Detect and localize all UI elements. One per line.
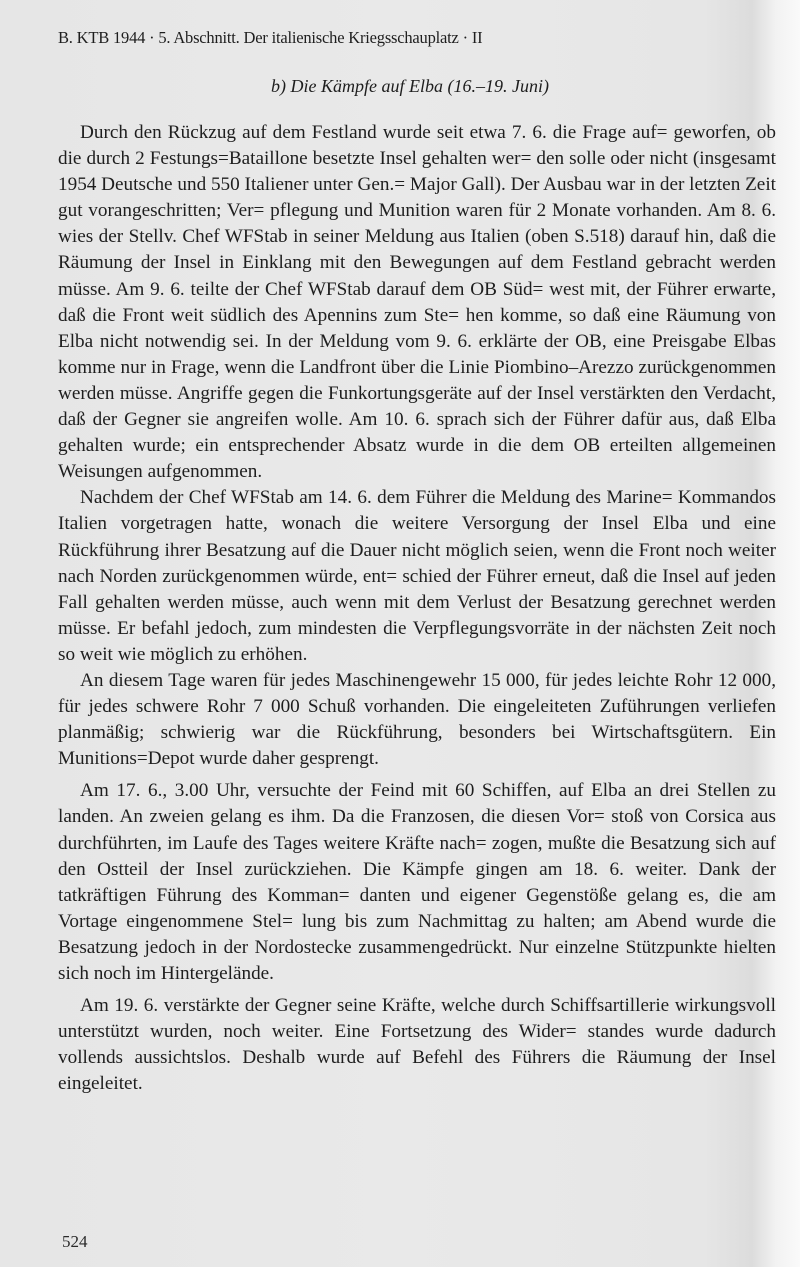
paragraph-3: An diesem Tage waren für jedes Maschinengewehr 15 000, für jedes leichte Rohr 12 000, für jedes schwere Rohr 7 000 Schuß vorhanden. Die eingeleiteten Zuführungen verliefen planmäßig; schwierig war die Rückführung, besonders bei Wirtschaftsgütern. Ein Munitions=Depot wurde daher gesprengt. — [58, 669, 776, 770]
paragraph-1: Durch den Rückzug auf dem Festland wurde seit etwa 7. 6. die Frage auf= geworfen, ob die durch 2 Festungs=Bataillone besetzte Insel gehalten wer= den solle oder nicht (insgesamt 1954 Deutsche und 550 Italiener unter Gen.= Major Gall). Der Ausbau war in der letzten Zeit gut vorangeschritten; Ver= pflegung und Munition waren für 2 Monate vorhanden. Am 8. 6. wies der Stellv. Chef WFStab in seiner Meldung aus Italien (oben S.518) darauf hin, daß die Räumung der Insel in Einklang mit den Bewegungen auf dem Festland gebracht werden müsse. Am 9. 6. teilte der Chef WFStab darauf dem OB Süd= west mit, der Führer erwarte, daß die Front weit südlich des Apennins zum Ste= hen komme, so daß eine Räumung von Elba nicht notwendig sei. In der Meldung vom 9. 6. erklärte der OB, eine Preisgabe Elbas komme nur in Frage, wenn die Landfront über die Linie Piombino–Arezzo zurückgenommen werden müsse. Angriffe gegen die Funkortungsgeräte auf der Insel verstärkten den Verdacht, daß der Gegner sie angreifen wolle. Am 10. 6. sprach sich der Führer dafür aus, daß Elba gehalten wurde; ein entsprechender Absatz wurde in die dem OB erteilten allgemeinen Weisungen aufgenommen. — [58, 122, 776, 483]
section-title: b) Die Kämpfe auf Elba (16.–19. Juni) — [271, 76, 549, 96]
paragraph-2: Nachdem der Chef WFStab am 14. 6. dem Führer die Meldung des Marine= Kommandos Italien vorgetragen hatte, wonach die weitere Versorgung der Insel Elba und eine Rückführung ihrer Besatzung auf die Dauer nicht möglich seien, wenn die Front noch weiter nach Norden zurückgenommen würde, ent= schied der Führer erneut, daß die Insel auf jeden Fall gehalten werden müsse, auch wenn mit dem Verlust der Besatzung gerechnet werden müsse. Er befahl jedoch, zum mindesten die Verpflegungsvorräte in der nächsten Zeit noch so weit wie möglich zu erhöhen. — [58, 487, 776, 665]
body-text — [58, 120, 776, 1097]
page-number: 524 — [62, 1232, 88, 1251]
paragraph-5: Am 19. 6. verstärkte der Gegner seine Kräfte, welche durch Schiffsartillerie wirkungsvoll unterstützt wurden, noch weiter. Eine Fortsetzung des Wider= standes wurde dadurch vollends aussichtslos. Deshalb wurde auf Befehl des Führers die Räumung der Insel eingeleitet. — [58, 995, 776, 1095]
running-head: B. KTB 1944 · 5. Abschnitt. Der italienische Kriegsschauplatz · II — [58, 28, 483, 47]
paragraph-4: Am 17. 6., 3.00 Uhr, versuchte der Feind mit 60 Schiffen, auf Elba an drei Stellen zu landen. An zweien gelang es ihm. Da die Franzosen, die diesen Vor= stoß von Corsica aus durchführten, im Laufe des Tages weitere Kräfte nach= zogen, mußte die Besatzung sich auf den Ostteil der Insel zurückziehen. Die Kämpfe gingen am 18. 6. weiter. Dank der tatkräftigen Führung des Komman= danten und eigener Gegenstöße gelang es, die am Vortage eingenommene Stel= lung bis zum Nachmittag zu halten; am Abend wurde die Besatzung jedoch in der Nordostecke zusammengedrückt. Nur einzelne Stützpunkte hielten sich noch im Hintergelände. — [58, 780, 776, 984]
